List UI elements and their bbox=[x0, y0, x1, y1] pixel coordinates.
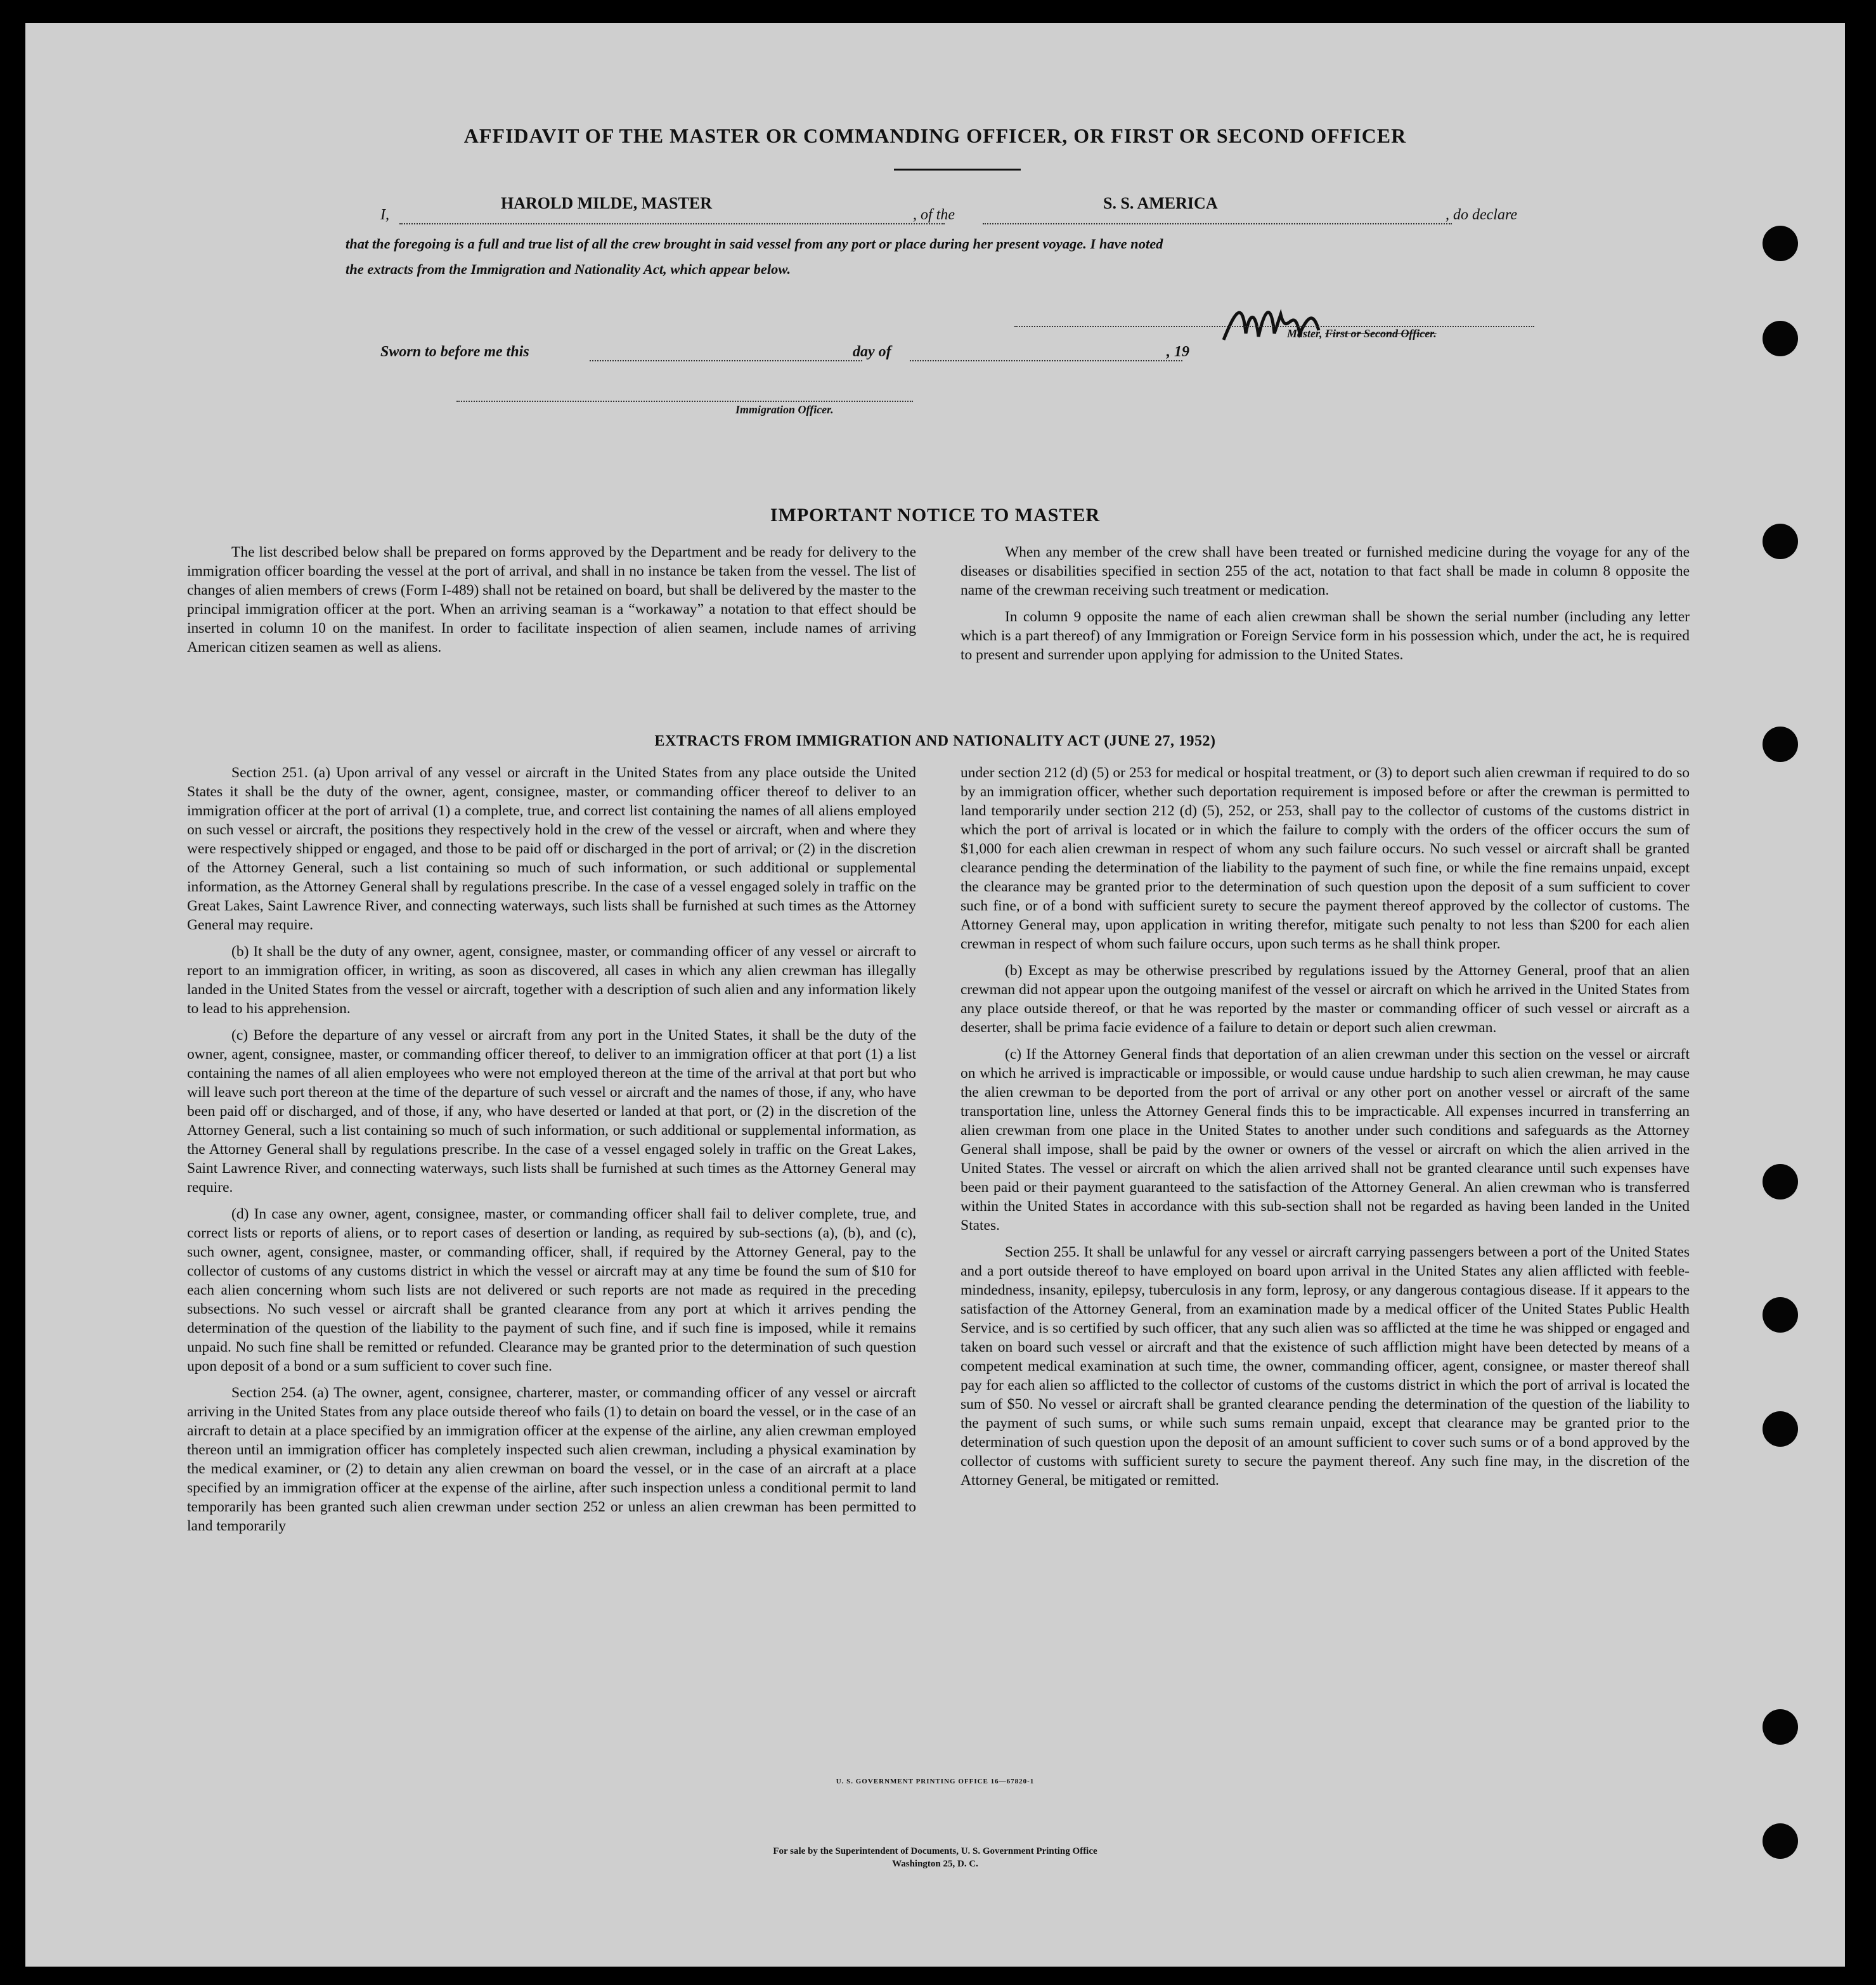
struck-officer-label: First or Second Officer. bbox=[1325, 327, 1437, 340]
binder-hole bbox=[1763, 1297, 1798, 1333]
gpo-imprint: U. S. GOVERNMENT PRINTING OFFICE 16—67820-1 bbox=[836, 1778, 1035, 1785]
notice-right-column bbox=[961, 543, 1690, 672]
master-signature bbox=[1217, 295, 1331, 352]
affidavit-title: AFFIDAVIT OF THE MASTER OR COMMANDING OFFICER, OR FIRST OR SECOND OFFICER bbox=[463, 124, 1407, 147]
extract-paragraph: (c) If the Attorney General finds that deportation of an alien crewman under this section on the vessel or aircraft on which he arrived is impracticable or impossible, or would cause undue hardship to such alien crewman, he may cause the alien crewman to be deported from the port of arrival or any other port on another vessel or aircraft of the same transportation line, unless the Attorney General finds this to be impracticable. All expenses incurred in transferring an alien crewman from one place in the United States to another under such conditions and safeguards as the Attorney General shall impose, shall be paid by the owner or owners of the vessel or aircraft on which the alien arrived in the United States. The vessel or aircraft on which the alien arrived shall not be granted clearance until such expenses have been paid or their payment guaranteed to the satisfaction of the Attorney General. An alien crewman who is transferred within the United States in accordance with this sub-section shall not be regarded as having been landed in the United States. bbox=[961, 1046, 1690, 1234]
declaration-line-2: that the foregoing is a full and true list of all the crew brought in said vessel from any port or place during her present voyage. I have noted bbox=[346, 236, 1163, 252]
extracts-title: EXTRACTS FROM IMMIGRATION AND NATIONALITY ACT (JUNE 27, 1952) bbox=[654, 733, 1216, 749]
sworn-text: Sworn to before me this bbox=[380, 344, 529, 360]
master-title-label bbox=[1287, 327, 1437, 340]
extract-paragraph: (c) Before the departure of any vessel or aircraft from any port in the United States, it shall be the duty of the owner, agent, consignee, master, or commanding officer thereof, to deliver to an immigration officer at that port (1) a list containing the names of all alien employees who were not employed thereon at the time of the arrival at that port but who will leave such port thereon at the time of the departure of such vessel or aircraft and the names of those, if any, who have been paid off or discharged, and of those, if any, who have deserted or landed at that port, or (2) in the discretion of the Attorney General, such a list containing so much of such information, or such additional or supplemental information, as the Attorney General shall by regulations prescribe. In the case of a vessel engaged solely in traffic on the Great Lakes, Saint Lawrence River, and connecting waterways, such lists shall be furnished at such times as the Attorney General may require. bbox=[187, 1027, 916, 1196]
binder-hole bbox=[1763, 321, 1798, 356]
name-dotted-line bbox=[399, 223, 945, 224]
immigration-officer-label: Immigration Officer. bbox=[735, 403, 834, 416]
sale-line-1: For sale by the Superintendent of Documents, U. S. Government Printing Office bbox=[773, 1846, 1097, 1856]
sworn-month-dotted-line bbox=[910, 360, 1182, 361]
binder-hole bbox=[1763, 1164, 1798, 1199]
binder-hole bbox=[1763, 524, 1798, 559]
binder-hole bbox=[1763, 1709, 1798, 1745]
vessel-name: S. S. AMERICA bbox=[1103, 194, 1218, 212]
master-label: Master, bbox=[1287, 327, 1326, 340]
notice-title: IMPORTANT NOTICE TO MASTER bbox=[770, 505, 1101, 526]
extract-paragraph: Section 254. (a) The owner, agent, consignee, charterer, master, or commanding officer of any vessel or aircraft arriving in the United States from any place outside thereof who fails (1) to detain on board the vessel, or in the case of an aircraft to detain at a place specified by an immigration officer at the expense of the airline, any alien crewman employed thereon until an immigration officer has completely inspected such alien crewman, including a physical examination by the medical examiner, or (2) to detain any alien crewman on board the vessel, or in the case of an aircraft at a place specified by an immigration officer at the expense of the airline, after such inspection unless a conditional permit to land temporarily has been granted such alien crewman under section 252 or unless an alien crewman has been permitted to land temporarily bbox=[187, 1385, 916, 1534]
extract-paragraph: (b) It shall be the duty of any owner, agent, consignee, master, or commanding officer of any vessel or aircraft to report to an immigration officer, in writing, as soon as discovered, all cases in which any alien crewman has illegally landed in the United States from the vessel or aircraft, together with a description of such alien and any information likely to lead to his apprehension. bbox=[187, 943, 916, 1017]
notice-paragraph: In column 9 opposite the name of each alien crewman shall be shown the serial number (including any letter which is a part thereof) of any Immigration or Foreign Service form in his possession which, under the act, he is required to present and surrender upon applying for admission to the United States. bbox=[961, 609, 1690, 663]
notice-paragraph: The list described below shall be prepared on forms approved by the Department and be ready for delivery to the immigration officer boarding the vessel at the port of arrival, and shall in no instance be taken from the vessel. The list of changes of alien members of crews (Form I-489) shall not be retained on board, but shall be delivered by the master to the principal immigration officer at the port. When an arriving seaman is a “workaway” a notation to that effect should be inserted in column 10 on the manifest. In order to facilitate inspection of alien seamen, include names of arriving American citizen seamen as well as aliens. bbox=[187, 544, 916, 656]
extracts-left-column bbox=[187, 763, 916, 1543]
declaration-prefix: I, bbox=[380, 207, 389, 223]
signature-dotted-line bbox=[1014, 326, 1534, 327]
do-declare-label: , do declare bbox=[1446, 207, 1518, 223]
binder-hole bbox=[1763, 1411, 1798, 1447]
officer-dotted-line bbox=[456, 401, 913, 402]
extract-paragraph: (d) In case any owner, agent, consignee, master, or commanding officer shall fail to deliver complete, true, and correct lists or reports of aliens, or to report cases of desertion or landing, as required by sub-sections (a), (b), and (c), such owner, agent, consignee, master, or commanding officer, shall, if required by the Attorney General, pay to the collector of customs of any customs district in which the vessel or aircraft may at any time be found the sum of $10 for each alien concerning whom such lists are not delivered or such reports are not made as required in the preceding subsections. No such vessel or aircraft shall be granted clearance from any port at which it arrives pending the determination of the question of the liability to the payment of such fine, and if such fine is imposed, while it remains unpaid. No such fine shall be remitted or refunded. Clearance may be granted prior to the determination of such question upon deposit of a bond or a sum sufficient to cover such fine. bbox=[187, 1206, 916, 1374]
sale-line-2: Washington 25, D. C. bbox=[892, 1859, 978, 1869]
year-label: , 19 bbox=[1167, 344, 1189, 360]
vessel-dotted-line bbox=[983, 223, 1452, 224]
extract-paragraph: Section 251. (a) Upon arrival of any vessel or aircraft in the United States from any place outside the United States it shall be the duty of the owner, agent, consignee, master, or commanding officer thereof to deliver to an immigration officer at the port of arrival (1) a complete, true, and correct list containing the names of all aliens employed on such vessel or aircraft, the positions they respectively hold in the crew of the vessel or aircraft, when and where they were respectively shipped or engaged, and those to be paid off or discharged in the port of arrival; or (2) in the discretion of the Attorney General, such a list containing so much of such information, or such additional or supplemental information, as the Attorney General shall by regulations prescribe. In the case of a vessel engaged solely in traffic on the Great Lakes, Saint Lawrence River, and connecting waterways, such lists shall be furnished at such times as the Attorney General may require. bbox=[187, 765, 916, 933]
binder-hole bbox=[1763, 226, 1798, 261]
affidavit-sheet bbox=[25, 23, 1845, 1967]
of-the-label: , of the bbox=[913, 207, 955, 223]
notice-left-column bbox=[187, 543, 916, 664]
day-of-label: day of bbox=[853, 344, 891, 360]
extracts-right-column bbox=[961, 763, 1690, 1497]
title-divider bbox=[894, 169, 1021, 171]
extract-paragraph: (b) Except as may be otherwise prescribed by regulations issued by the Attorney General, proof that an alien crewman did not appear upon the outgoing manifest of the vessel or aircraft on which he arrived in the United States from any place outside thereof, or that he was reported by the master or commanding officer of such vessel or aircraft as a deserter, shall be prima facie evidence of a failure to detain or deport such alien crewman. bbox=[961, 962, 1690, 1036]
sworn-day-dotted-line bbox=[590, 360, 862, 361]
extract-paragraph: Section 255. It shall be unlawful for any vessel or aircraft carrying passengers between a port of the United States and a port outside thereof to have employed on board upon arrival in the United States any alien afflicted with feeble-mindedness, insanity, epilepsy, tuberculosis in any form, leprosy, or any dangerous contagious disease. If it appears to the satisfaction of the Attorney General, from an examination made by a medical officer of the United States Public Health Service, and is so certified by such officer, that any such alien was so afflicted at the time he was shipped or engaged and taken on board such vessel or aircraft and that the existence of such affliction might have been detected by means of a competent medical examination at such time, the owner, commanding officer, agent, consignee, or master thereof shall pay for each alien so afflicted to the collector of customs of the customs district in which the port of arrival is located the sum of $50. No vessel or aircraft shall be granted clearance pending the determination of the question of the liability to the payment of such sums, or while such sums remain unpaid, except that clearance may be granted prior to the determination of such question upon the deposit of an amount sufficient to cover such sums or of a bond approved by the collector of customs with sufficient surety to secure the payment thereof. Any such fine may, in the discretion of the Attorney General, be mitigated or remitted. bbox=[961, 1244, 1690, 1489]
declaration-line-3: the extracts from the Immigration and Nationality Act, which appear below. bbox=[346, 261, 791, 277]
notice-paragraph: When any member of the crew shall have been treated or furnished medicine during the voyage for any of the diseases or disabilities specified in section 255 of the act, notation to that fact shall be made in column 8 opposite the name of the crewman receiving such treatment or medication. bbox=[961, 544, 1690, 598]
binder-holes bbox=[1763, 23, 1801, 1967]
sale-notice bbox=[25, 1845, 1845, 1870]
extract-paragraph: under section 212 (d) (5) or 253 for medical or hospital treatment, or (3) to deport such alien crewman if required to do so by an immigration officer, whether such deportation requirement is imposed before or after the crewman is permitted to land temporarily under section 212 (d) (5), 252, or 253, shall pay to the collector of customs of the customs district in which the port of arrival is located or in which the failure to comply with the orders of the officer occurs the sum of $1,000 for each alien crewman in respect of whom any such failure occurs. No such vessel or aircraft shall be granted clearance pending the determination of the liability to the payment of such fine, or while the fine remains unpaid, except the clearance may be granted prior to the determination of such question upon the deposit of a sum sufficient to cover such fine, or of a bond with sufficient surety to secure the payment thereof approved by the collector of customs. The Attorney General may, upon application in writing therefor, mitigate such penalty to not less than $200 for each alien crewman in respect of whom such failure occurs, upon such terms as he shall think proper. bbox=[961, 765, 1690, 952]
declarant-name: HAROLD MILDE, MASTER bbox=[501, 194, 712, 212]
